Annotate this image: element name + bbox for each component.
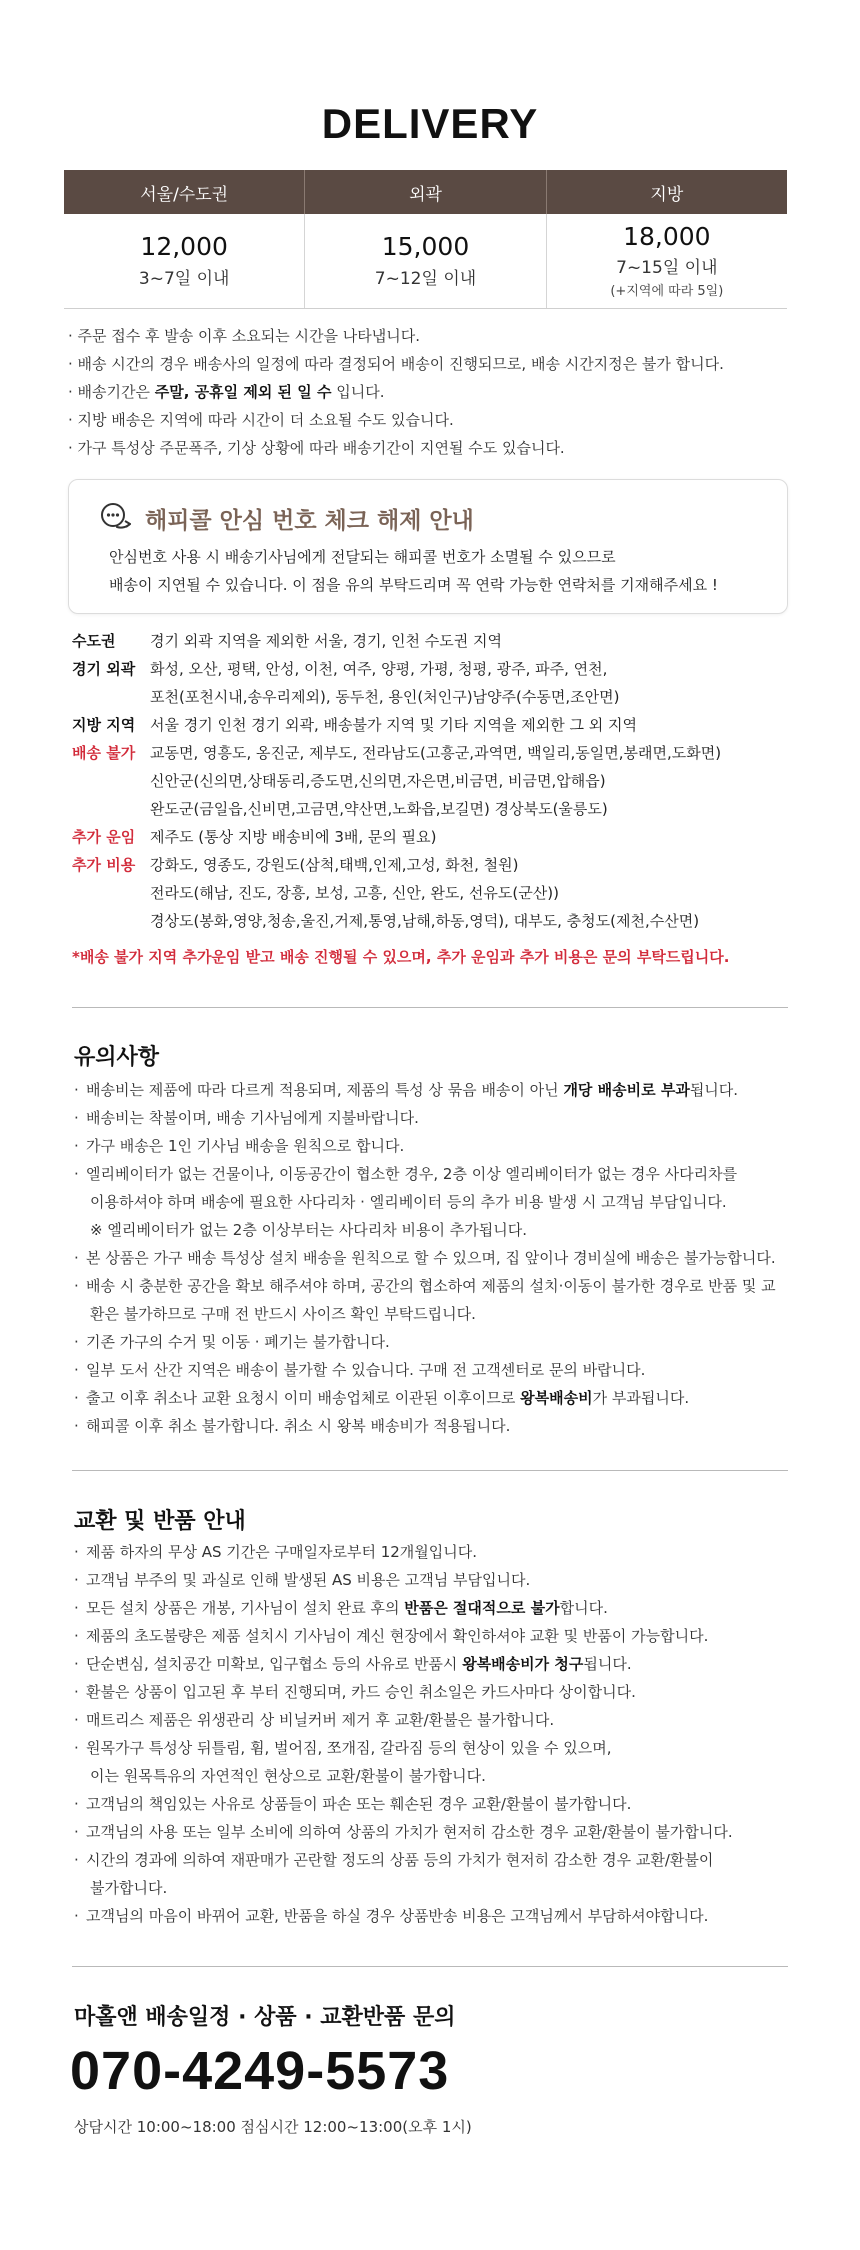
rate-header-outer: 외곽 [305,170,546,214]
region-text: 교동면, 영흥도, 옹진군, 제부도, 전라남도(고흥군,과역면, 백일리,동일면,봉래면,도화면) [150,744,722,762]
caution-list [74,1076,790,1440]
rate-days: 7~12일 이내 [374,268,477,289]
region-text: 제주도 (통상 지방 배송비에 3배, 문의 필요) [150,828,437,846]
exchange-item: · 고객님 부주의 및 과실로 인해 발생된 AS 비용은 고객님 부담입니다. [74,1566,790,1594]
caution-item: · 배송 시 충분한 공간을 확보 해주셔야 하며, 공간의 협소하여 제품의 설치·이동이 불가한 경우로 반품 및 교 [74,1272,790,1300]
exchange-item: · 모든 설치 상품은 개봉, 기사님이 설치 완료 후의 반품은 절대적으로 불가합니다. [74,1594,790,1622]
rate-price: 15,000 [381,232,470,262]
rate-days: 7~15일 이내 [616,258,718,279]
caution-item: · 가구 배송은 1인 기사님 배송을 원칙으로 합니다. [74,1132,790,1160]
region-text: 완도군(금일읍,신비면,고금면,약산면,노화읍,보길면) 경상북도(울릉도) [150,800,608,818]
rate-table-header [64,170,787,214]
note-item: · 배송 시간의 경우 배송사의 일정에 따라 결정되어 배송이 진행되므로, 배송 시간지정은 불가 합니다. [68,350,798,378]
note-emphasis: 주말, 공휴일 제외 된 일 수 [154,383,332,401]
rate-cell-outer [305,214,546,308]
region-label: 수도권 [72,632,116,650]
region-text: 경상도(봉화,영양,청송,울진,거제,통영,남해,하동,영덕), 대부도, 충청도(제천,수산면) [150,912,700,930]
page-title: DELIVERY [321,100,539,147]
exchange-item: · 단순변심, 설치공간 미확보, 입구협소 등의 사유로 반품시 왕복배송비가 청구됩니다. [74,1650,790,1678]
section-divider [72,1470,788,1471]
caution-item: · 배송비는 착불이며, 배송 기사님에게 지불바랍니다. [74,1104,790,1132]
exchange-emphasis: 반품은 절대적으로 불가 [404,1599,560,1617]
section-divider [72,1007,788,1008]
caution-emphasis: 개당 배송비로 부과 [563,1081,690,1099]
caution-item: · 해피콜 이후 취소 불가합니다. 취소 시 왕복 배송비가 적용됩니다. [74,1412,790,1440]
rate-cell-capital [64,214,305,308]
note-item: · 지방 배송은 지역에 따라 시간이 더 소요될 수도 있습니다. [68,406,798,434]
caution-item: · 일부 도서 산간 지역은 배송이 불가할 수 있습니다. 구매 전 고객센터로 문의 바랍니다. [74,1356,790,1384]
note-item: · 배송기간은 주말, 공휴일 제외 된 일 수 입니다. [68,378,798,406]
caution-item: · 본 상품은 가구 배송 특성상 설치 배송을 원칙으로 할 수 있으며, 집 앞이나 경비실에 배송은 불가능합니다. [74,1244,790,1272]
caution-item: · 기존 가구의 수거 및 이동 · 폐기는 불가합니다. [74,1328,790,1356]
delivery-notes [68,322,798,462]
region-text: 경기 외곽 지역을 제외한 서울, 경기, 인천 수도권 지역 [150,632,502,650]
exchange-item-continued: 불가합니다. [90,1879,168,1897]
region-text: 서울 경기 인천 경기 외곽, 배송불가 지역 및 기타 지역을 제외한 그 외 지역 [150,716,637,734]
happycall-notice [68,479,788,614]
caution-item: · 엘리베이터가 없는 건물이나, 이동공간이 협소한 경우, 2층 이상 엘리베이터가 없는 경우 사다리차를 [74,1160,790,1188]
region-label: 추가 비용 [72,856,136,874]
exchange-list [74,1538,790,1930]
region-warning: *배송 불가 지역 추가운임 받고 배송 진행될 수 있으며, 추가 운임과 추가 비용은 문의 부탁드립니다. [72,948,730,966]
exchange-item: · 고객님의 사용 또는 일부 소비에 의하여 상품의 가치가 현저히 감소한 경우 교환/환불이 불가합니다. [74,1818,790,1846]
region-label: 경기 외곽 [72,660,136,678]
section-divider [72,1966,788,1967]
region-label: 배송 불가 [72,744,136,762]
region-text: 강화도, 영종도, 강원도(삼척,태백,인제,고성, 화천, 철원) [150,856,519,874]
happycall-text: 안심번호 사용 시 배송기사님에게 전달되는 해피콜 번호가 소멸될 수 있으므로 [109,548,616,566]
exchange-item: · 원목가구 특성상 뒤틀림, 휨, 벌어짐, 쪼개짐, 갈라짐 등의 현상이 있을 수 있으며, [74,1734,790,1762]
note-item: · 가구 특성상 주문폭주, 기상 상황에 따라 배송기간이 지연될 수도 있습니다. [68,434,798,462]
exchange-item: · 환불은 상품이 입고된 후 부터 진행되며, 카드 승인 취소일은 카드사마다 상이합니다. [74,1678,790,1706]
exchange-item: · 제품 하자의 무상 AS 기간은 구매일자로부터 12개월입니다. [74,1538,790,1566]
caution-emphasis: 왕복배송비 [520,1389,593,1407]
region-label: 추가 운임 [72,828,136,846]
caution-item-note: ※ 엘리베이터가 없는 2층 이상부터는 사다리차 비용이 추가됩니다. [90,1221,527,1239]
happycall-text: 배송이 지연될 수 있습니다. 이 점을 유의 부탁드리며 꼭 연락 가능한 연락처를 기재해주세요 ! [109,576,718,594]
chat-bubble-icon [97,500,135,538]
exchange-item-continued: 이는 원목특유의 자연적인 현상으로 교환/환불이 불가합니다. [90,1767,486,1785]
exchange-title: 교환 및 반품 안내 [74,1509,246,1534]
region-text: 신안군(신의면,상태동리,증도면,신의면,자은면,비금면, 비금면,압해읍) [150,772,606,790]
exchange-item: · 제품의 초도불량은 제품 설치시 기사님이 계신 현장에서 확인하셔야 교환 및 반품이 가능합니다. [74,1622,790,1650]
exchange-item: · 시간의 경과에 의하여 재판매가 곤란할 정도의 상품 등의 가치가 현저히 감소한 경우 교환/환불이 [74,1846,790,1874]
exchange-emphasis: 왕복배송비가 청구 [462,1655,584,1673]
contact-phone[interactable]: 070-4249-5573 [70,2041,450,2101]
caution-item: · 배송비는 제품에 따라 다르게 적용되며, 제품의 특성 상 묶음 배송이 아닌 개당 배송비로 부과됩니다. [74,1076,790,1104]
caution-item: · 출고 이후 취소나 교환 요청시 이미 배송업체로 이관된 이후이므로 왕복배송비가 부과됩니다. [74,1384,790,1412]
contact-title: 마홀앤 배송일정 · 상품 · 교환반품 문의 [74,2005,456,2030]
rate-table-body [64,214,787,308]
caution-item-continued: 이용하셔야 하며 배송에 필요한 사다리차 · 엘리베이터 등의 추가 비용 발생 시 고객님 부담입니다. [90,1193,727,1211]
rate-extra-note: (+지역에 따라 5일) [610,284,724,300]
caution-item-continued: 환은 불가하므로 구매 전 반드시 사이즈 확인 부탁드립니다. [90,1305,476,1323]
happycall-title: 해피콜 안심 번호 체크 해제 안내 [145,508,474,534]
rate-days: 3~7일 이내 [138,268,230,289]
region-text: 포천(포천시내,송우리제외), 동두천, 용인(처인구)남양주(수동면,조안면) [150,688,620,706]
exchange-item: · 매트리스 제품은 위생관리 상 비닐커버 제거 후 교환/환불은 불가합니다. [74,1706,790,1734]
region-text: 화성, 오산, 평택, 안성, 이천, 여주, 양평, 가평, 청평, 광주, 파주, 연천, [150,660,608,678]
rate-price: 12,000 [140,232,228,262]
caution-title: 유의사항 [74,1045,160,1070]
rate-price: 18,000 [623,221,711,251]
region-text: 전라도(해남, 진도, 장흥, 보성, 고흥, 신안, 완도, 선유도(군산)) [150,884,559,902]
note-item: · 주문 접수 후 발송 이후 소요되는 시간을 나타냅니다. [68,322,798,350]
exchange-item: · 고객님의 책임있는 사유로 상품들이 파손 또는 훼손된 경우 교환/환불이 불가합니다. [74,1790,790,1818]
exchange-item: · 고객님의 마음이 바뀌어 교환, 반품을 하실 경우 상품반송 비용은 고객님께서 부담하셔야합니다. [74,1902,790,1930]
delivery-rate-table [64,170,787,309]
rate-header-capital: 서울/수도권 [64,170,305,214]
rate-cell-local [547,214,787,308]
region-label: 지방 지역 [72,716,136,734]
rate-header-local: 지방 [650,184,684,205]
contact-hours: 상담시간 10:00~18:00 점심시간 12:00~13:00(오후 1시) [74,2118,472,2136]
